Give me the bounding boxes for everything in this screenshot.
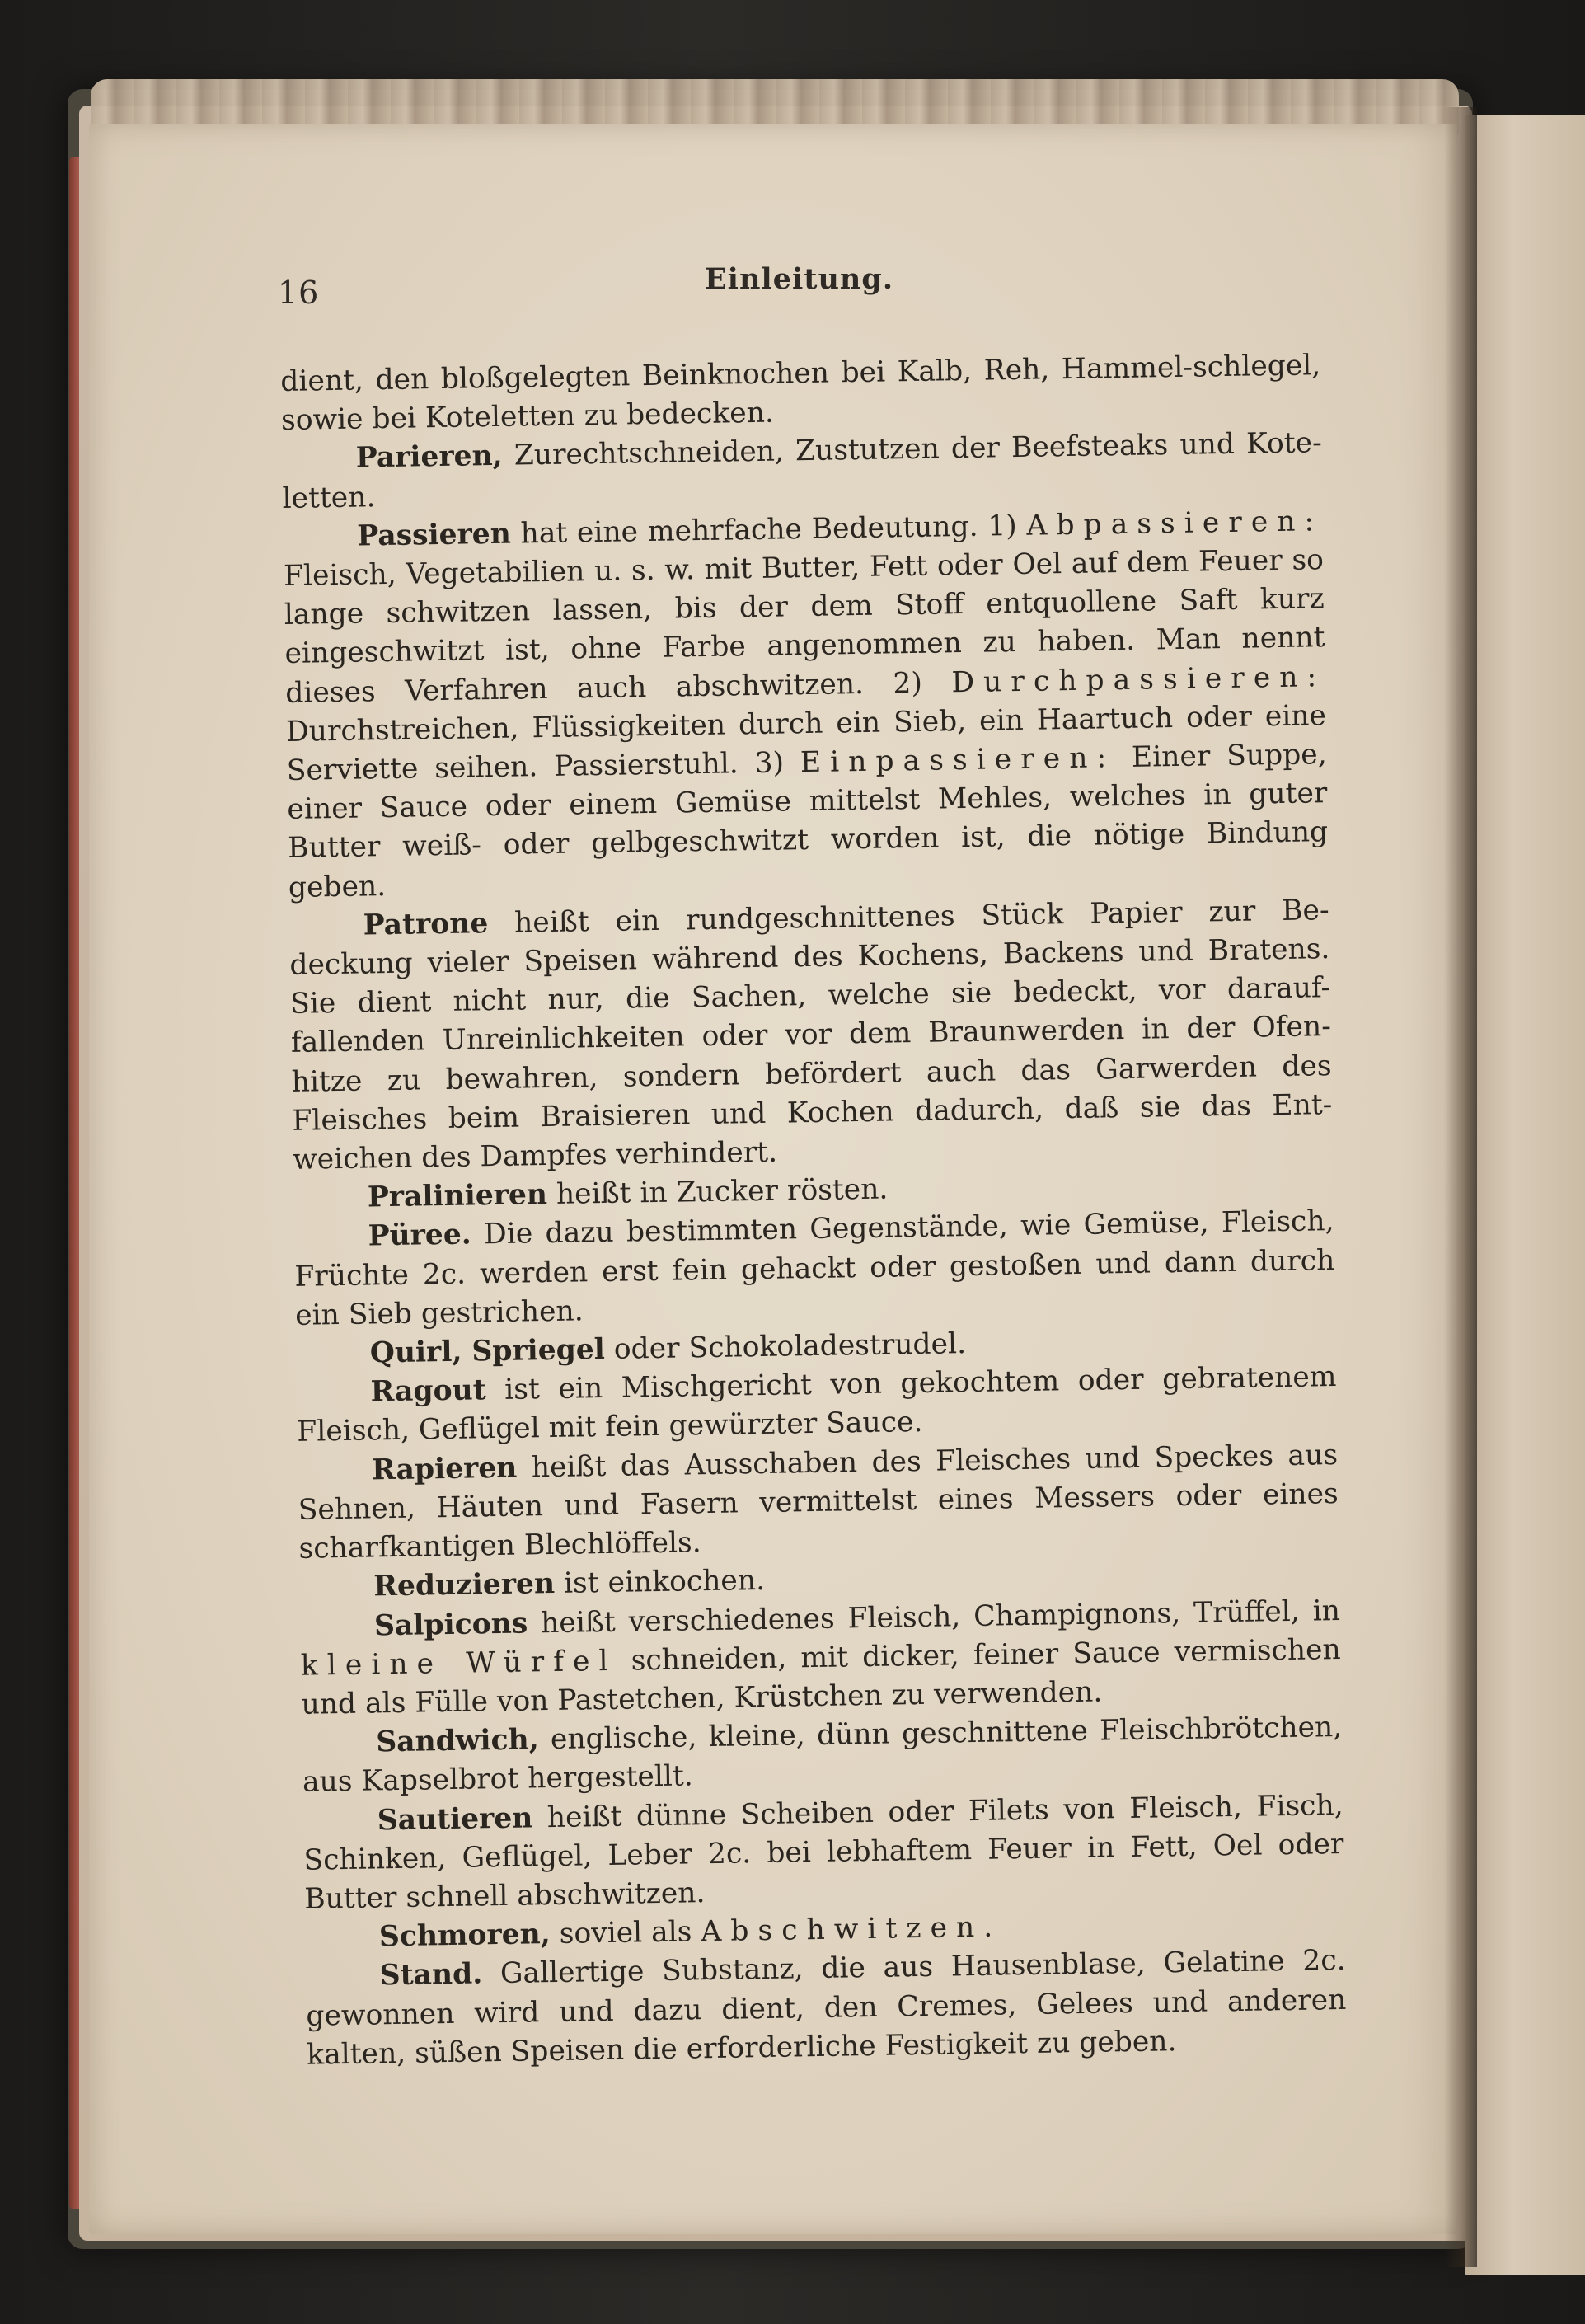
entry-term: Stand. — [379, 1957, 483, 1993]
entry-term: Reduzieren — [373, 1567, 556, 1603]
entry-term: Sandwich, — [375, 1723, 539, 1759]
paragraph-salpicons — [300, 1591, 1342, 1724]
entry-term: Salpicons — [373, 1606, 528, 1642]
segment-text: Fleisch, Vegetabilien u. s. w. mit Butter, Fett oder Oel auf dem Feuer so lange schwitzen lassen, bis der dem Stoff entquollene Saft kurz eingeschwitzt ist, ohne Farbe angenommen zu haben. Man nennt dieses Verfahren auch abschwitzen. 2) — [283, 543, 1325, 710]
entry-term: Schmoren, — [378, 1918, 551, 1954]
segment-spaced: kleine Würfel — [300, 1644, 617, 1683]
segment-text: heißt das Ausschaben des Fleisches und Speckes aus Sehnen, Häuten und Fasern vermittelst eines Messers oder eines scharfkantigen Blechlöffels. — [298, 1438, 1339, 1566]
segment-spaced: Abschwitzen. — [701, 1910, 1002, 1949]
entry-term: Quirl, Spriegel — [369, 1333, 606, 1370]
segment-text: heißt verschiedenes Fleisch, Champignons, Trüffel, in — [527, 1594, 1341, 1640]
entry-term: Rapieren — [371, 1451, 518, 1487]
entry-term: Sautieren — [377, 1801, 533, 1837]
paragraph-rapieren — [298, 1436, 1339, 1569]
segment-spaced: Durchpassieren: — [951, 660, 1326, 699]
segment-text: Die dazu bestimmten Gegenstände, wie Gemüse, Fleisch, Früchte 2c. werden erst fein gehackt oder gestoßen und dann durch ein Sieb gestrichen. — [294, 1204, 1335, 1332]
segment-text: ist ein Mischgericht von gekochtem oder gebratenem Fleisch, Geflügel mit fein gewürzter Sauce. — [297, 1360, 1337, 1449]
segment-text: Zurechtschneiden, Zustutzen der Beefsteaks und Kote-letten. — [282, 426, 1323, 515]
entry-term: Patrone — [363, 906, 489, 942]
segment-text: schneiden, mit dicker, feiner Sauce vermischen und als Fülle von Pastetchen, Krüstchen zu verwenden. — [301, 1632, 1341, 1721]
paragraph-sautieren — [302, 1786, 1344, 1918]
page-number: 16 — [278, 275, 320, 311]
segment-text: heißt ein rundgeschnittenes Stück Papier zur Be-deckung vieler Speisen während des Kochens, Backens und Bratens. Sie dient nicht nur, die Sachen, welche sie bedeckt, vor darauf-fallenden Unreinlichkeiten oder vor dem Braunwerden in der Ofen-hitze zu bewahren, sondern befördert auch das Garwerden des Fleisches beim Braisieren und Kochen dadurch, daß sie das Ent-weichen des Dampfes verhindert. — [289, 893, 1333, 1176]
entry-term: Ragout — [370, 1373, 486, 1409]
spine-shadow — [1444, 107, 1477, 2267]
segment-text: soviel als — [550, 1915, 701, 1951]
paragraph-pueree — [293, 1203, 1335, 1336]
entry-term: Passieren — [357, 517, 512, 553]
entry-term: Parieren, — [355, 439, 503, 475]
segment-text: Gallertige Substanz, die aus Hausenblase, Gelatine 2c. gewonnen wird und dazu dient, den Cremes, Gelees und anderen kalten, süßen Speisen die erforderliche Festigkeit zu geben. — [306, 1944, 1347, 2072]
segment-text: Durchstreichen, Flüssigkeiten durch ein Sieb, ein Haartuch oder eine Serviette seihen. Passierstuhl. 3) — [285, 698, 1327, 787]
entry-term: Pralinieren — [367, 1178, 548, 1214]
segment-text: heißt in Zucker rösten. — [546, 1172, 889, 1212]
entry-term: Püree. — [368, 1218, 472, 1253]
segment-spaced: Einpassieren: — [800, 741, 1116, 780]
segment-text: dient, den bloßgelegten Beinknochen bei Kalb, Reh, Hammel-schlegel, sowie bei Koteletten zu bedecken. — [280, 349, 1321, 438]
segment-text: ist einkochen. — [554, 1564, 766, 1601]
segment-text: hat eine mehrfache Bedeutung. 1) — [510, 509, 1027, 551]
paragraph-stand — [305, 1941, 1347, 2074]
segment-text: heißt dünne Scheiben oder Filets von Fleisch, Fisch, Schinken, Geflügel, Leber 2c. bei lebhaftem Feuer in Fett, Oel oder Butter schnell abschwitzen. — [303, 1788, 1344, 1916]
facing-page — [1465, 115, 1585, 2275]
segment-text: Einer Suppe, einer Sauce oder einem Gemüse mittelst Mehles, welches in guter Butter weiß- oder gelbgeschwitzt worden ist, die nötige Bindung geben. — [287, 738, 1329, 904]
segment-spaced: Abpassieren: — [1026, 504, 1324, 542]
segment-text: englische, kleine, dünn geschnittene Fleischbrötchen, aus Kapselbrot hergestellt. — [302, 1711, 1343, 1800]
segment-text: oder Schokoladestrudel. — [604, 1327, 967, 1367]
paragraph-passieren — [283, 502, 1329, 908]
glossary-text — [280, 346, 1347, 2075]
paragraph-patrone — [288, 891, 1333, 1180]
running-title: Einleitung. — [705, 262, 893, 296]
